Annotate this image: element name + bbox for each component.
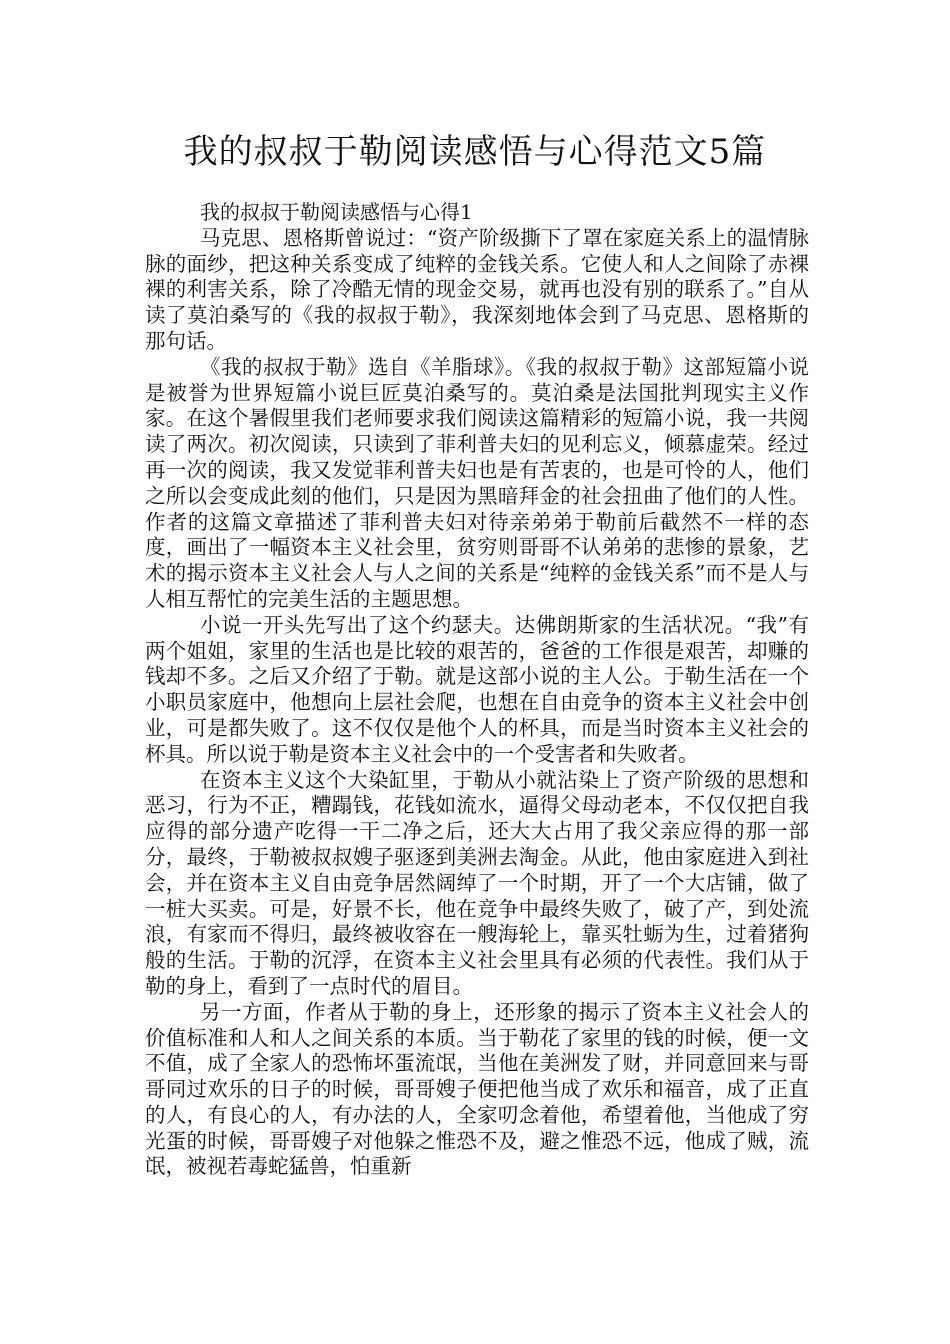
paragraph-2: 《我的叔叔于勒》选自《羊脂球》。《我的叔叔于勒》这部短篇小说是被誉为世界短篇小说巨匠莫泊桑写的。莫泊桑是法国批判现实主义作家。在这个暑假里我们老师要求我们阅读这篇精彩的短篇小说，我一共阅读了两次。初次阅读，只读到了菲利普夫妇的见利忘义，倾慕虚荣。经过再一次的阅读，我又发觉菲利普夫妇也是有苦衷的，也是可怜的人，他们之所以会变成此刻的他们，只是因为黑暗拜金的社会扭曲了他们的人性。作者的这篇文章描述了菲利普夫妇对待亲弟弟于勒前后截然不一样的态度，画出了一幅资本主义社会里，贫穷则哥哥不认弟弟的悲惨的景象，艺术的揭示资本主义社会人与人之间的关系是“纯粹的金钱关系”而不是人与人相互帮忙的完美生活的主题思想。 (145, 354, 809, 611)
paragraph-4: 在资本主义这个大染缸里，于勒从小就沾染上了资产阶级的思想和恶习，行为不正，糟蹋钱，花钱如流水，逼得父母动老本，不仅仅把自我应得的部分遗产吃得一干二净之后，还大大占用了我父亲应得的那一部分，最终，于勒被叔叔嫂子驱逐到美洲去淘金。从此，他由家庭进入到社会，并在资本主义自由竞争居然阔绰了一个时期，开了一个大店铺，做了一桩大买卖。可是，好景不长，他在竞争中最终失败了，破了产，到处流浪，有家而不得归，最终被收容在一艘海轮上，靠买牡蛎为生，过着猪狗般的生活。于勒的沉浮，在资本主义社会里具有必须的代表性。我们从于勒的身上，看到了一点时代的眉目。 (145, 767, 809, 998)
paragraph-3: 小说一开头先写出了这个约瑟夫。达佛朗斯家的生活状况。“我”有两个姐姐，家里的生活也是比较的艰苦的，爸爸的工作很是艰苦，却赚的钱却不多。之后又介绍了于勒。就是这部小说的主人公。于勒生活在一个小职员家庭中，他想向上层社会爬，也想在自由竞争的资本主义社会中创业，可是都失败了。这不仅仅是他个人的杯具，而是当时资本主义社会的杯具。所以说于勒是资本主义社会中的一个受害者和失败者。 (145, 612, 809, 766)
paragraph-1: 马克思、恩格斯曾说过：“资产阶级撕下了罩在家庭关系上的温情脉脉的面纱，把这种关系变成了纯粹的金钱关系。它使人和人之间除了赤裸裸的利害关系，除了冷酷无情的现金交易，就再也没有别的联系了。”自从读了莫泊桑写的《我的叔叔于勒》，我深刻地体会到了马克思、恩格斯的那句话。 (145, 225, 809, 353)
document-title: 我的叔叔于勒阅读感悟与心得范文5篇 (183, 132, 767, 172)
paragraph-5: 另一方面，作者从于勒的身上，还形象的揭示了资本主义社会人的价值标准和人和人之间关系的本质。当于勒花了家里的钱的时候，便一文不值，成了全家人的恐怖坏蛋流氓，当他在美洲发了财，并同意回来与哥哥同过欢乐的日子的时候，哥哥嫂子便把他当成了欢乐和福音，成了正直的人，有良心的人，有办法的人，全家叨念着他，希望着他，当他成了穷光蛋的时候，哥哥嫂子对他躲之惟恐不及，避之惟恐不远，他成了贼，流氓，被视若毒蛇猛兽，怕重新 (145, 999, 809, 1179)
document-body (145, 200, 809, 1180)
section-heading: 我的叔叔于勒阅读感悟与心得1 (200, 200, 473, 224)
